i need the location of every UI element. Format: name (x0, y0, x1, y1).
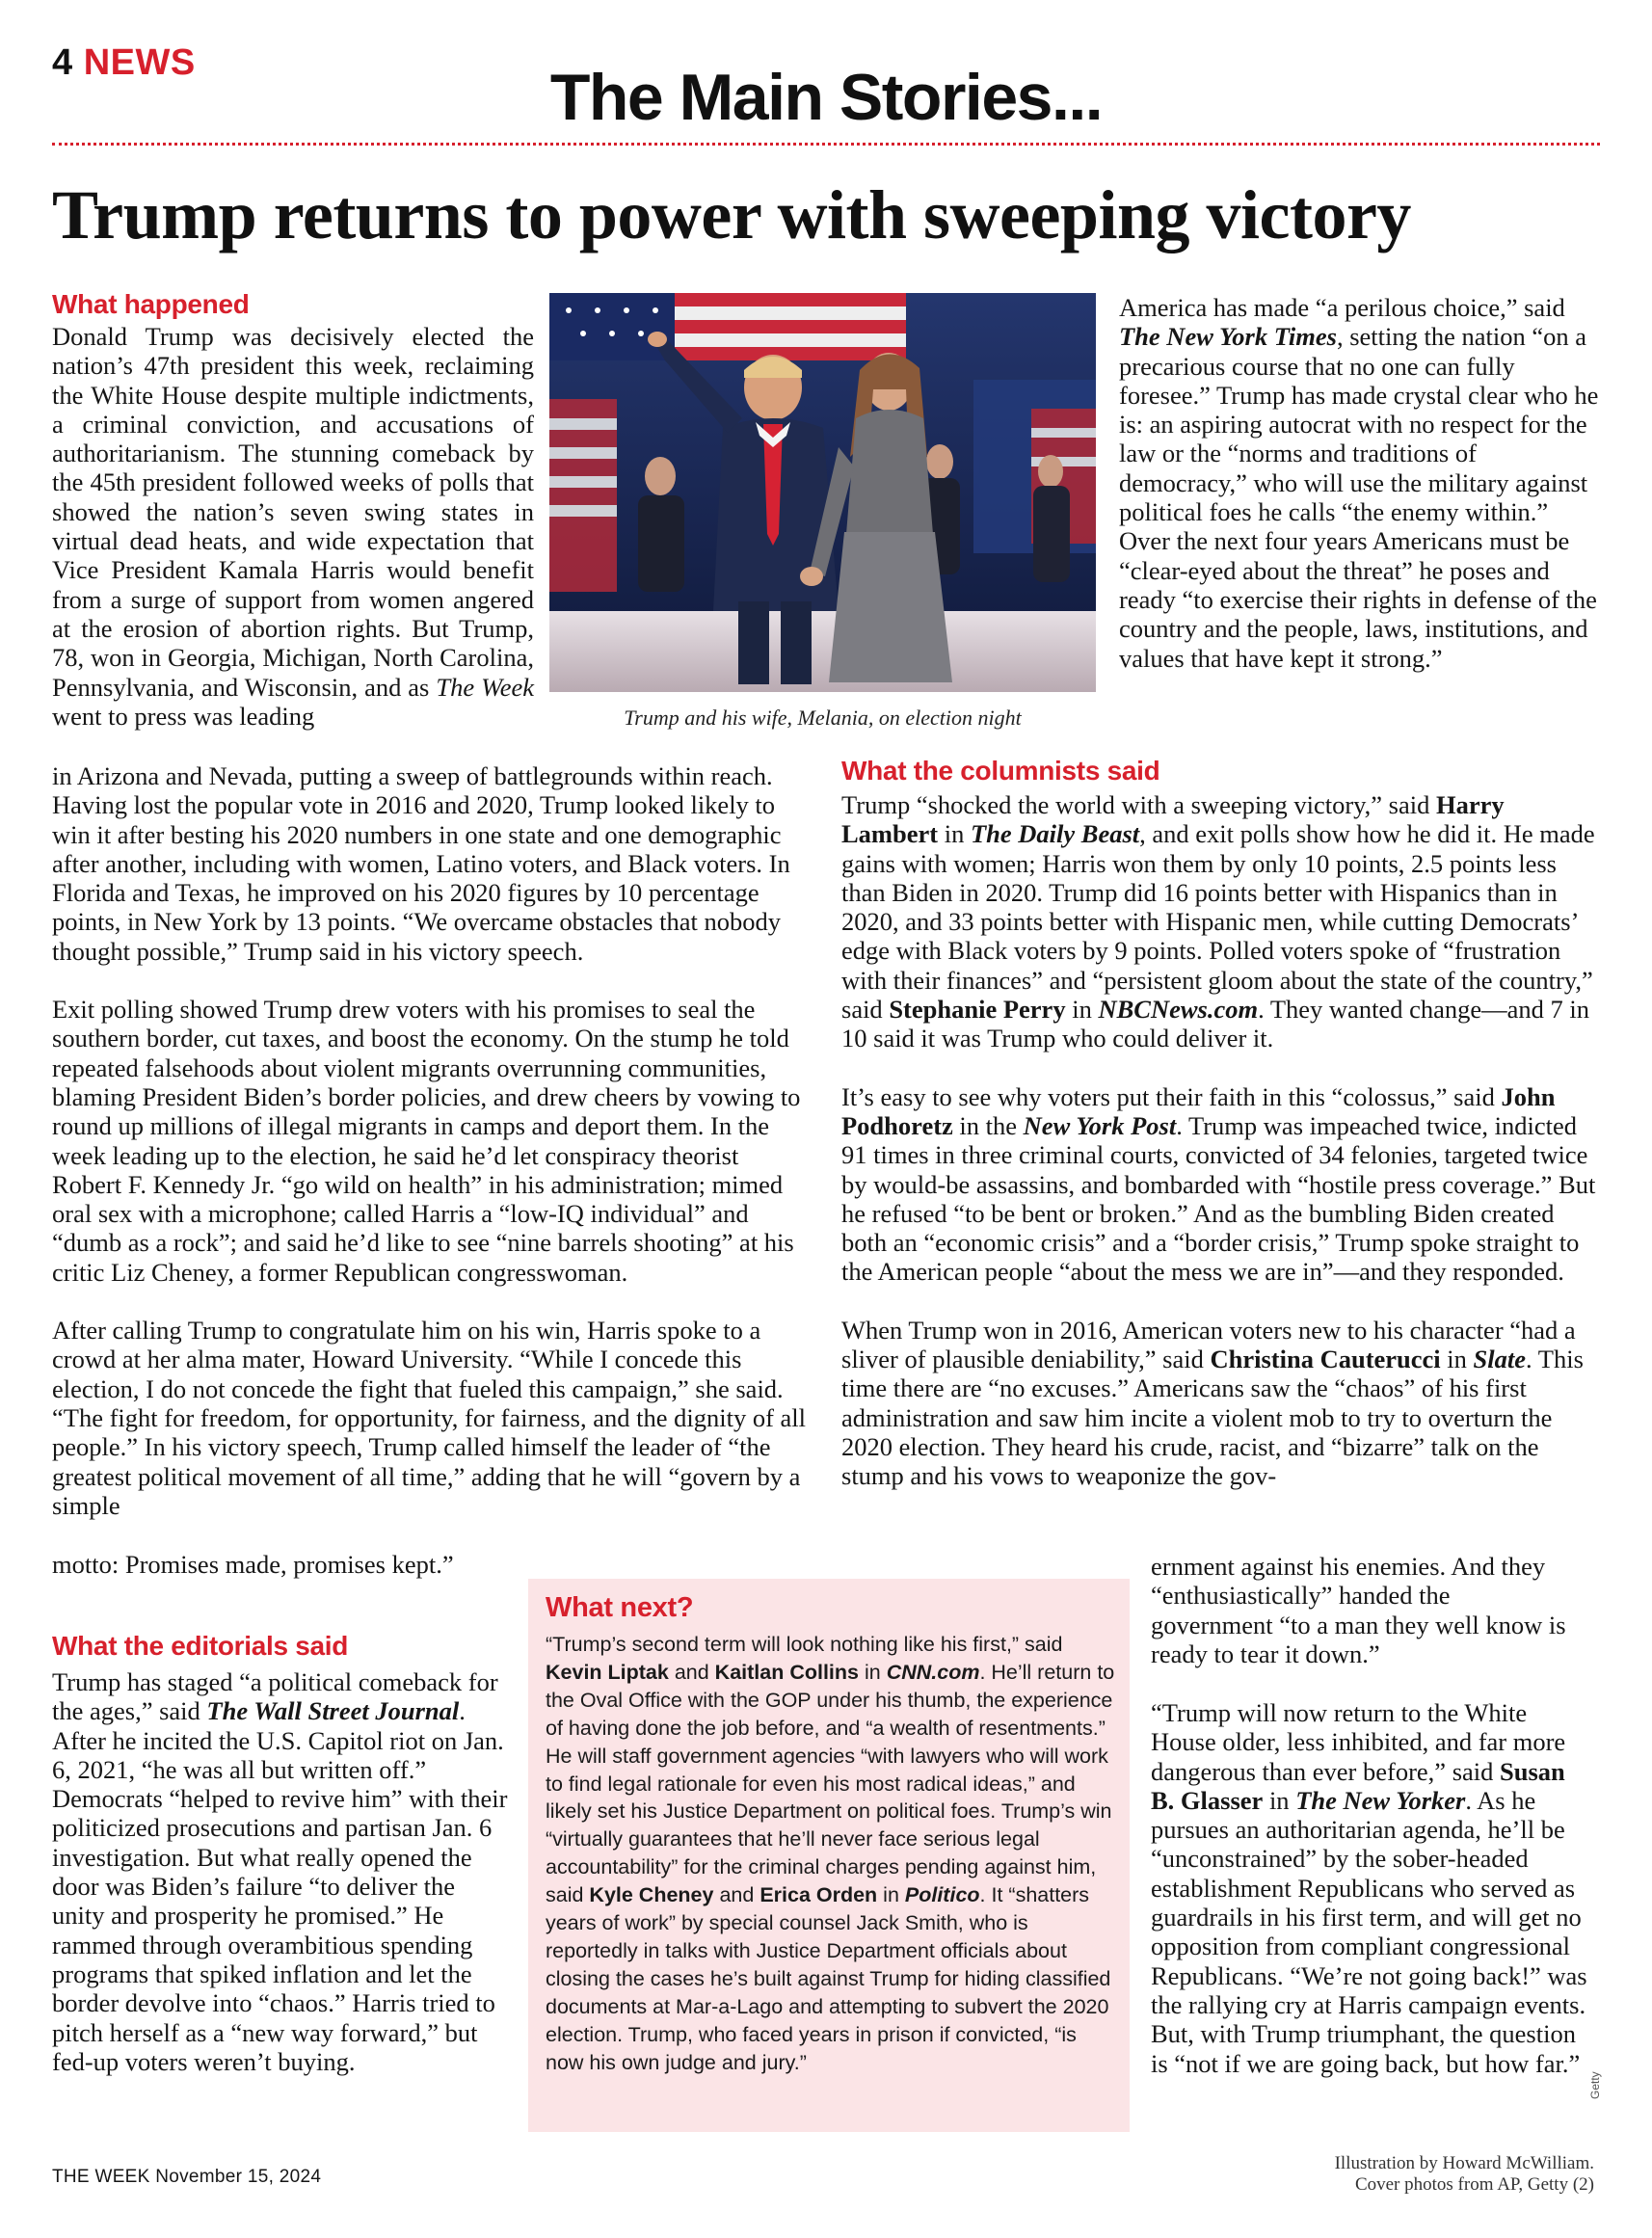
name-cheney: Kyle Cheney (589, 1883, 714, 1907)
nbcnews-pub: NBCNews.com (1098, 995, 1259, 1025)
columnist-para-3-end: ernment against his enemies. And they “enthusiastically” handed the government “to a man they well know is ready to tear it down.” (1151, 1552, 1566, 1668)
heading-columnists: What the columnists said (841, 756, 1160, 786)
columnist-name-cauterucci: Christina Cauterucci (1210, 1345, 1441, 1374)
page-number: 4 (52, 42, 73, 83)
what-happened-p1-intro: Donald Trump was decisively elected the nation’s 47th president this week, reclaiming the White House despite multiple indictments, a criminal conviction, and accusations of authoritarianism. The stunning comeback by the 45th president followed weeks of polls that showed the nation’s seven swing states in virtual dead heats, and wide expectation that Vice President Kamala Harris would benefit from a surge of support from women angered at the erosion of abortion rights. But Trump, 78, won in Georgia, Michigan, North Carolina, Pennsylvania, and Wisconsin, and as (52, 322, 534, 702)
nyt-pub: The New York Times (1119, 322, 1337, 352)
columnist-3-text-1: When Trump won in 2016, American voters new to his character “had a sliver of plausible deniability,” said (841, 1315, 1576, 1374)
columnist-name-podhoretz: John Podhoretz (841, 1081, 1556, 1140)
daily-beast-pub: The Daily Beast (970, 819, 1140, 849)
right-column-top (1119, 293, 1601, 673)
columnist-3-text-2: . This time there are “no excuses.” Americans saw the “chaos” of his first administration and saw him incite a violent mob to try to overturn the 2020 election. They heard his crude, racist, and “bizarre” talk on the stump and his vows to weaponize the gov- (841, 1345, 1584, 1491)
heading-what-happened: What happened (52, 289, 250, 319)
section-title: The Main Stories... (549, 61, 1103, 134)
editorials-body (52, 1667, 513, 2076)
nyt-text-1: America has made “a perilous choice,” said (1119, 293, 1565, 322)
columnist-4-text-2: . As he pursues an authoritarian agenda, he’ll be “unconstrained” by the sober-headed establishment Republicans who served as guardrails in his first term, and will get no opposition from compliant congressional Republicans. “We’re not going back!” was the rallying cry at Harris campaign events. But, with Trump triumphant, the question is “not if we are going back, but how far.” (1151, 1785, 1587, 2078)
election-night-photo (549, 293, 1096, 692)
columnist-1-in-1: in (938, 819, 971, 849)
section-name: NEWS (83, 42, 196, 83)
credits (1335, 2153, 1594, 2196)
politico-pub: Politico (904, 1883, 980, 1907)
dotted-divider (52, 143, 1600, 146)
photo-illustration (549, 293, 1096, 692)
name-collins: Kaitlan Collins (714, 1660, 859, 1684)
columnist-1-in-2: in (1065, 995, 1099, 1025)
nyt-text-2: , setting the nation “on a precarious course that no one can fully foresee.” Trump has made crystal clear who he is: an aspiring autocrat with no respect for the law or the “norms and traditions of democracy,” who will use the military against political foes he calls “the enemy within.” Over the next four years Americans must be “clear-eyed about the threat” he poses and ready “to exercise their rights in defense of the country and the people, laws, institutions, and values that have kept it strong.” (1119, 322, 1599, 673)
columnist-1-text-2: , and exit polls show how he did it. He made gains with women; Harris won them by only 10 points, 2.5 points less than Biden in 2020. Trump did 16 points better with Hispanics than in 2020, and 33 points better with Hispanic men, while cutting Democrats’ edge with Black voters by 9 points. Polled voters spoke of “frustration with their finances” and “persistent gloom about the state of the country,” said (841, 819, 1595, 1025)
columnist-para-4 (1151, 1698, 1592, 2078)
issue-footer: THE WEEK November 15, 2024 (52, 2167, 322, 2187)
what-happened-intro (52, 322, 534, 731)
what-next-in-2: in (877, 1883, 905, 1907)
what-next-and-1: and (668, 1660, 715, 1684)
heading-editorials: What the editorials said (52, 1631, 349, 1661)
what-next-text-3: . It “shatters years of work” by special counsel Jack Smith, who is reportedly in talks with Justice Department officials about closing the cases he’s built against Trump for hiding classified documents at Mar-a-Lago and attempting to subvert the 2020 election. Trump, who faced years in prison if convicted, “is now his own judge and jury.” (546, 1883, 1111, 2074)
heading-what-next: What next? (546, 1592, 694, 1623)
what-next-text-2: . He’ll return to the Oval Office with the GOP under his thumb, the experience of having done the job before, and “a wealth of resentments.” He will staff government agencies “with lawyers who will work to find legal rationale for even his most radical ideas,” and likely set his Justice Department on political foes. Trump’s win “virtually guarantees that he’ll never face serious legal accountability” for the criminal charges pending against him, said (546, 1660, 1115, 1907)
photo-credit: Getty (1588, 2071, 1602, 2099)
what-happened-p1-rest: in Arizona and Nevada, putting a sweep of battlegrounds within reach. Having lost the popular vote in 2016 and 2020, Trump looked likely to win it after besting his 2020 numbers in one state and one demographic after another, including with women, Latino voters, and Black voters. In Florida and Texas, he improved on his 2020 figures by 10 percentage points, in New York by 13 points. “We overcame obstacles that nobody thought possible,” Trump said in his victory speech. (52, 761, 790, 966)
what-next-in-1: in (859, 1660, 887, 1684)
name-orden: Erica Orden (759, 1883, 878, 1907)
credit-line-1: Illustration by Howard McWilliam. (1334, 2153, 1594, 2173)
columnist-4-text-1: “Trump will now return to the White House older, less inhibited, and far more dangerous than ever before,” said (1151, 1698, 1566, 1786)
the-week-pub: The Week (436, 672, 534, 702)
new-yorker-pub: The New Yorker (1295, 1785, 1466, 1815)
name-liptak: Kevin Liptak (546, 1660, 669, 1684)
what-happened-p3-end: motto: Promises made, promises kept.” (52, 1550, 454, 1579)
credit-line-2: Cover photos from AP, Getty (2) (1354, 2174, 1594, 2195)
columnist-para-1 (841, 790, 1603, 1053)
what-happened-body (52, 761, 812, 1520)
columnist-1-text-3: . They wanted change—and 7 in 10 said it was Trump who could deliver it. (841, 995, 1589, 1053)
columnist-name-glasser: Susan B. Glasser (1151, 1756, 1565, 1815)
what-happened-p2: Exit polling showed Trump drew voters with his promises to seal the southern border, cut taxes, and boost the economy. On the stump he told repeated falsehoods about violent migrants overrunning communities, blaming President Biden’s border policies, and drew cheers by vowing to round up millions of illegal migrants in camps and deport them. In the week leading up to the election, he said he’d let conspiracy theorist Robert F. Kennedy Jr. “go wild on health” in his administration; mimed oral sex with a microphone; called Harris a “low-IQ individual” and “dumb as a rock”; and said he’d like to see “nine barrels shooting” at his critic Liz Cheney, a former Republican congresswoman. (52, 995, 801, 1287)
slate-pub: Slate (1473, 1345, 1527, 1374)
cnn-pub: CNN.com (886, 1660, 980, 1684)
photo-caption: Trump and his wife, Melania, on election night (624, 706, 1022, 730)
columnist-2-in: in the (952, 1110, 1024, 1140)
columnists-body (841, 790, 1603, 1491)
wsj-pub: The Wall Street Journal (206, 1696, 460, 1726)
what-next-body (546, 1631, 1120, 2077)
columnist-para-2 (841, 1082, 1603, 1287)
ny-post-pub: New York Post (1023, 1110, 1177, 1140)
columnist-2-text-1: It’s easy to see why voters put their faith in this “colossus,” said (841, 1081, 1502, 1111)
article-headline: Trump returns to power with sweeping victory (52, 176, 1411, 253)
what-next-and-2: and (713, 1883, 760, 1907)
what-happened-p3: After calling Trump to congratulate him on his win, Harris spoke to a crowd at her alma mater, Howard University. “While I concede this election, I do not concede the fight that fueled this campaign,” she said. “The fight for freedom, for opportunity, for fairness, and the dignity of all people.” In his victory speech, Trump called himself the leader of “the greatest political movement of all time,” adding that he will “govern by a simple (52, 1316, 807, 1520)
editorials-text-1: Trump has staged “a political comeback for the ages,” said (52, 1667, 498, 1726)
editorials-text-2: . After he incited the U.S. Capitol riot on Jan. 6, 2021, “he was all but written off.” Democrats “helped to revive him” with their politicized prosecutions and partisan Jan. 6 investigation. But what really opened the door was Biden’s failure “to deliver the unity and prosperity he promised.” He rammed through overambitious spending programs that spiked inflation and let the border devolve into “chaos.” Harris tried to pitch herself as a “new way forward,” but fed-up voters weren’t buying. (52, 1696, 508, 2076)
columnist-para-3 (841, 1316, 1603, 1491)
columnist-name-perry: Stephanie Perry (889, 995, 1066, 1025)
what-happened-p1-after: went to press was leading (52, 701, 315, 731)
columnist-3-in: in (1440, 1345, 1474, 1374)
columnist-4-in: in (1263, 1785, 1296, 1815)
columnist-2-text-2: . Trump was impeached twice, indicted 91 times in three criminal courts, convicted of 34 felonies, targeted twice by would-be assassins, and bombarded with “hostile press coverage.” But he refused “to be bent or broken.” And as the bumbling Biden created both an “economic crisis” and a “border crisis,” Trump spoke straight to the American people “about the mess we are in”—and they responded. (841, 1110, 1596, 1287)
columnist-1-text-1: Trump “shocked the world with a sweeping victory,” said (841, 790, 1436, 819)
columnist-name-lambert: Harry Lambert (841, 790, 1505, 849)
what-next-text-1: “Trump’s second term will look nothing like his first,” said (546, 1633, 1063, 1656)
